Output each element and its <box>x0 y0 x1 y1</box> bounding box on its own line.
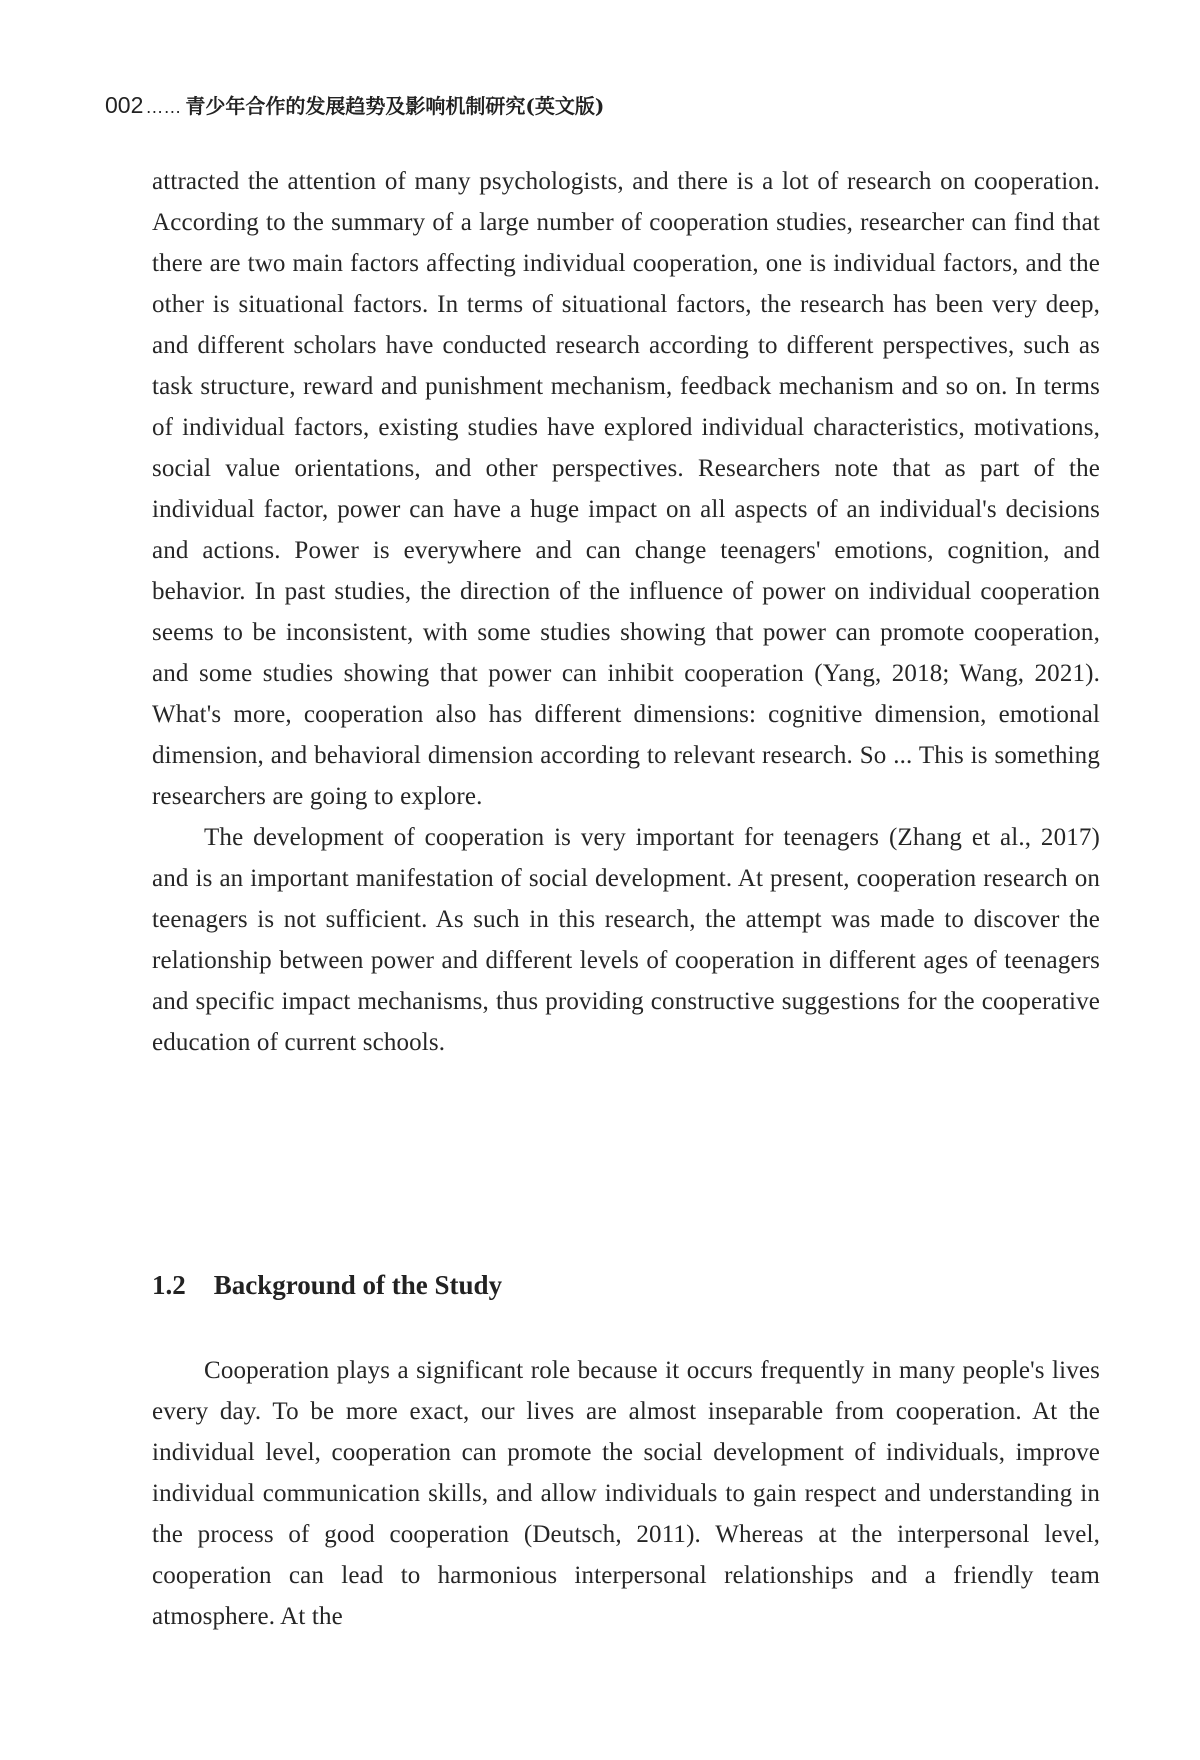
section-heading <box>152 1270 502 1301</box>
running-header <box>105 90 604 122</box>
paragraph: attracted the attention of many psychologists, and there is a lot of research on cooperation. According to the summary of a large number of cooperation studies, researcher can find that there are two main factors affecting individual cooperation, one is individual factors, and the other is situational factors. In terms of situational factors, the research has been very deep, and different scholars have conducted research according to different perspectives, such as task structure, reward and punishment mechanism, feedback mechanism and so on. In terms of individual factors, existing studies have explored individual characteristics, motivations, social value orientations, and other perspectives. Researchers note that as part of the individual factor, power can have a huge impact on all aspects of an individual's decisions and actions. Power is everywhere and can change teenagers' emotions, cognition, and behavior. In past studies, the direction of the influence of power on individual cooperation seems to be inconsistent, with some studies showing that power can promote cooperation, and some studies showing that power can inhibit cooperation (Yang, 2018; Wang, 2021). What's more, cooperation also has different dimensions: cognitive dimension, emotional dimension, and behavioral dimension according to relevant research. So ... This is something researchers are going to explore. <box>152 168 1100 810</box>
paragraph: Cooperation plays a significant role because it occurs frequently in many people's lives every day. To be more exact, our lives are almost inseparable from cooperation. At the individual level, cooperation can promote the social development of individuals, improve individual communication skills, and allow individuals to gain respect and understanding in the process of good cooperation (Deutsch, 2011). Whereas at the interpersonal level, cooperation can lead to harmonious interpersonal relationships and a friendly team atmosphere. At the <box>152 1357 1100 1630</box>
body-text-top <box>152 161 1100 1063</box>
header-leader-dots: …… <box>145 97 182 117</box>
book-title: 青少年合作的发展趋势及影响机制研究(英文版) <box>185 94 605 118</box>
body-text-bottom <box>152 1350 1100 1637</box>
section-number: 1.2 <box>152 1270 186 1300</box>
paragraph: The development of cooperation is very important for teenagers (Zhang et al., 2017) and is an important manifestation of social development. At present, cooperation research on teenagers is not sufficient. As such in this research, the attempt was made to discover the relationship between power and different levels of cooperation in different ages of teenagers and specific impact mechanisms, thus providing constructive suggestions for the cooperative education of current schools. <box>152 824 1100 1056</box>
page-number: 002 <box>105 92 144 118</box>
section-title: Background of the Study <box>213 1270 503 1300</box>
